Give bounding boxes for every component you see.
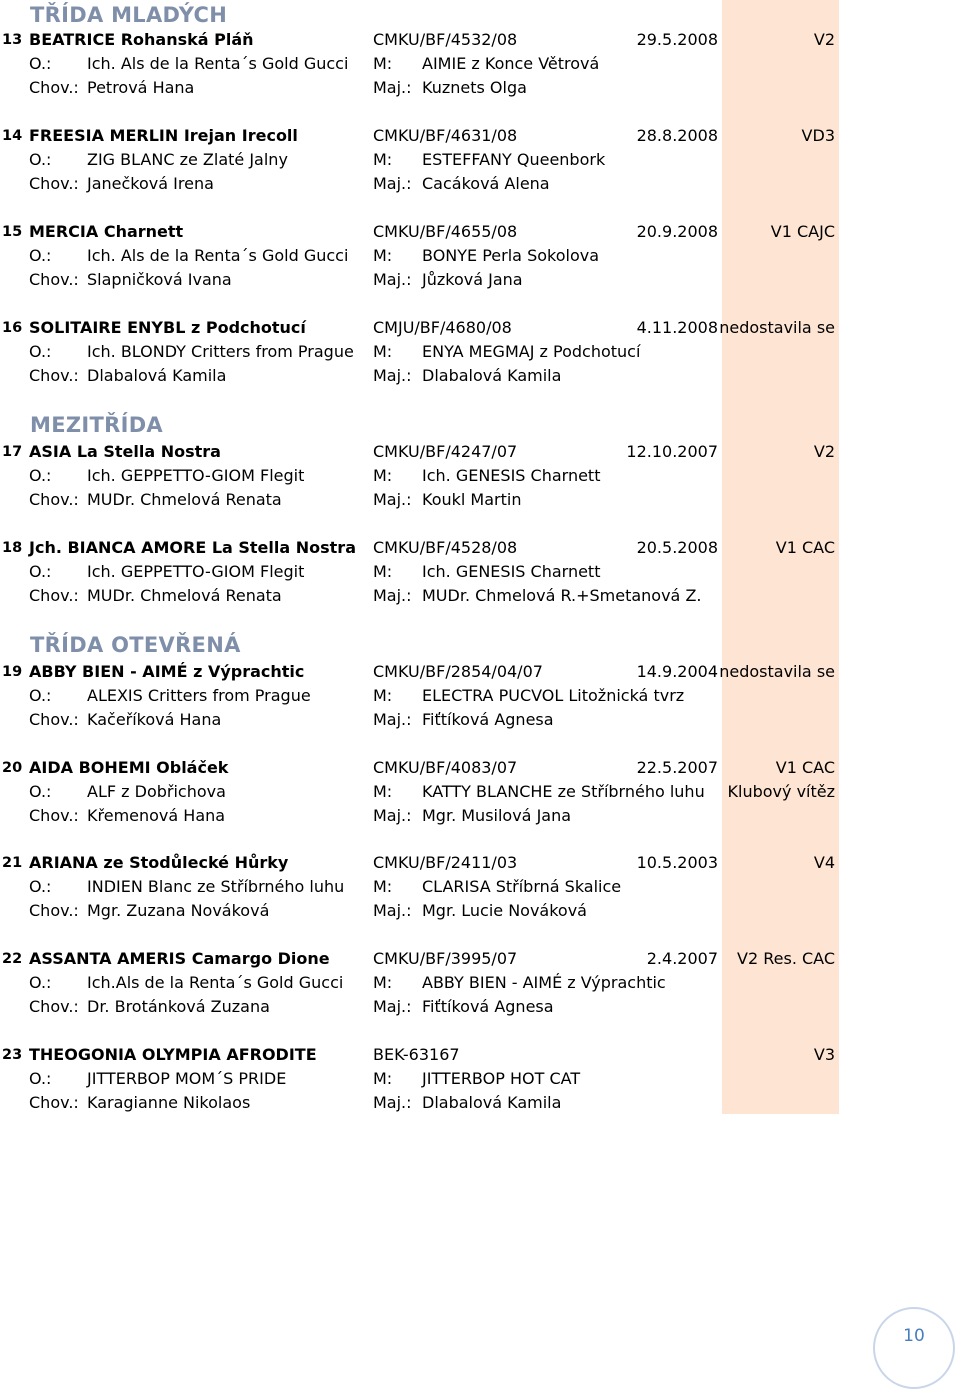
- dog-name: SOLITAIRE ENYBL z Podchotucí: [29, 318, 306, 337]
- entry-block: [0, 316, 960, 388]
- parents-row: [0, 780, 960, 804]
- mother-name: ENYA MEGMAJ z Podchotucí: [422, 342, 641, 361]
- father-label: O.:: [29, 562, 52, 581]
- owner-label: Maj.:: [373, 270, 412, 289]
- mother-label: M:: [373, 466, 393, 485]
- registration-number: CMKU/BF/3995/07: [373, 949, 518, 968]
- entry-block: [0, 851, 960, 923]
- registration-number: CMKU/BF/4247/07: [373, 442, 518, 461]
- dog-name: ABBY BIEN - AIMÉ z Výprachtic: [29, 662, 305, 681]
- section-title: MEZITŘÍDA: [30, 413, 163, 437]
- breeder-owner-row: [0, 708, 960, 732]
- mother-name: AIMIE z Konce Větrová: [422, 54, 600, 73]
- entry-number: 23: [2, 1047, 23, 1063]
- owner-label: Maj.:: [373, 710, 412, 729]
- dog-name: THEOGONIA OLYMPIA AFRODITE: [29, 1045, 317, 1064]
- breeder-label: Chov.:: [29, 586, 79, 605]
- entry-number: 21: [2, 855, 23, 871]
- entry-number: 20: [2, 760, 23, 776]
- entry-number: 15: [2, 224, 23, 240]
- result-grade: V1 CAC: [775, 538, 835, 557]
- result-grade: V2 Res. CAC: [737, 949, 835, 968]
- father-label: O.:: [29, 150, 52, 169]
- result-grade: V3: [813, 1045, 835, 1064]
- breeder-label: Chov.:: [29, 174, 79, 193]
- breeder-name: MUDr. Chmelová Renata: [87, 490, 282, 509]
- registration-number: BEK-63167: [373, 1045, 460, 1064]
- registration-number: CMKU/BF/2854/04/07: [373, 662, 543, 681]
- parents-row: [0, 52, 960, 76]
- owner-name: Fiťtíková Agnesa: [422, 997, 554, 1016]
- mother-label: M:: [373, 1069, 393, 1088]
- breeder-owner-row: [0, 1091, 960, 1115]
- mother-name: Ich. GENESIS Charnett: [422, 562, 601, 581]
- registration-number: CMJU/BF/4680/08: [373, 318, 512, 337]
- breeder-owner-row: [0, 172, 960, 196]
- mother-label: M:: [373, 973, 393, 992]
- result-grade: VD3: [801, 126, 835, 145]
- entry-number: 19: [2, 664, 23, 680]
- father-name: ALF z Dobřichova: [87, 782, 226, 801]
- entry-header-row: [0, 947, 960, 971]
- birth-date: 14.9.2004: [636, 662, 718, 681]
- dog-name: FREESIA MERLIN Irejan Irecoll: [29, 126, 298, 145]
- birth-date: 4.11.2008: [636, 318, 718, 337]
- father-name: JITTERBOP MOM´S PRIDE: [87, 1069, 287, 1088]
- owner-name: Jůzková Jana: [422, 270, 523, 289]
- father-name: Ich. BLONDY Critters from Prague: [87, 342, 354, 361]
- father-name: Ich.Als de la Renta´s Gold Gucci: [87, 973, 344, 992]
- parents-row: [0, 560, 960, 584]
- section-title: TŘÍDA MLADÝCH: [30, 3, 228, 27]
- breeder-owner-row: [0, 364, 960, 388]
- mother-label: M:: [373, 562, 393, 581]
- breeder-label: Chov.:: [29, 997, 79, 1016]
- registration-number: CMKU/BF/4528/08: [373, 538, 518, 557]
- mother-label: M:: [373, 246, 393, 265]
- owner-name: Fiťtíková Agnesa: [422, 710, 554, 729]
- owner-name: MUDr. Chmelová R.+Smetanová Z.: [422, 586, 702, 605]
- entry-block: [0, 660, 960, 732]
- mother-label: M:: [373, 686, 393, 705]
- owner-label: Maj.:: [373, 490, 412, 509]
- entry-number: 17: [2, 444, 23, 460]
- breeder-name: Dr. Brotánková Zuzana: [87, 997, 270, 1016]
- section-title: TŘÍDA OTEVŘENÁ: [30, 633, 241, 657]
- breeder-name: Mgr. Zuzana Nováková: [87, 901, 270, 920]
- owner-label: Maj.:: [373, 586, 412, 605]
- mother-name: BONYE Perla Sokolova: [422, 246, 599, 265]
- entry-block: [0, 1043, 960, 1115]
- registration-number: CMKU/BF/2411/03: [373, 853, 518, 872]
- mother-name: KATTY BLANCHE ze Stříbrného luhu: [422, 782, 705, 801]
- father-label: O.:: [29, 466, 52, 485]
- birth-date: 29.5.2008: [636, 30, 718, 49]
- registration-number: CMKU/BF/4532/08: [373, 30, 518, 49]
- breeder-label: Chov.:: [29, 1093, 79, 1112]
- result-extra: Klubový vítěz: [727, 782, 835, 801]
- breeder-label: Chov.:: [29, 806, 79, 825]
- mother-name: Ich. GENESIS Charnett: [422, 466, 601, 485]
- entry-block: [0, 220, 960, 292]
- owner-name: Dlabalová Kamila: [422, 366, 562, 385]
- mother-name: JITTERBOP HOT CAT: [422, 1069, 581, 1088]
- owner-name: Koukl Martin: [422, 490, 522, 509]
- result-grade: V2: [813, 30, 835, 49]
- breeder-name: Dlabalová Kamila: [87, 366, 227, 385]
- registration-number: CMKU/BF/4655/08: [373, 222, 518, 241]
- parents-row: [0, 1067, 960, 1091]
- registration-number: CMKU/BF/4083/07: [373, 758, 518, 777]
- mother-name: ESTEFFANY Queenbork: [422, 150, 606, 169]
- entry-number: 18: [2, 540, 23, 556]
- breeder-owner-row: [0, 995, 960, 1019]
- dog-name: MERCIA Charnett: [29, 222, 184, 241]
- father-label: O.:: [29, 1069, 52, 1088]
- breeder-label: Chov.:: [29, 270, 79, 289]
- result-grade: V4: [813, 853, 835, 872]
- owner-label: Maj.:: [373, 806, 412, 825]
- mother-label: M:: [373, 150, 393, 169]
- breeder-owner-row: [0, 268, 960, 292]
- entry-block: [0, 536, 960, 608]
- entry-header-row: [0, 316, 960, 340]
- father-label: O.:: [29, 342, 52, 361]
- parents-row: [0, 148, 960, 172]
- birth-date: 20.9.2008: [636, 222, 718, 241]
- breeder-owner-row: [0, 584, 960, 608]
- entry-block: [0, 124, 960, 196]
- parents-row: [0, 464, 960, 488]
- breeder-label: Chov.:: [29, 78, 79, 97]
- entry-block: [0, 28, 960, 100]
- parents-row: [0, 684, 960, 708]
- breeder-name: MUDr. Chmelová Renata: [87, 586, 282, 605]
- breeder-name: Slapničková Ivana: [87, 270, 232, 289]
- registration-number: CMKU/BF/4631/08: [373, 126, 518, 145]
- breeder-owner-row: [0, 76, 960, 100]
- entry-header-row: [0, 440, 960, 464]
- dog-name: ASIA La Stella Nostra: [29, 442, 221, 461]
- entry-number: 16: [2, 320, 23, 336]
- owner-name: Mgr. Musilová Jana: [422, 806, 572, 825]
- parents-row: [0, 971, 960, 995]
- father-name: ALEXIS Critters from Prague: [87, 686, 311, 705]
- parents-row: [0, 875, 960, 899]
- mother-label: M:: [373, 54, 393, 73]
- breeder-name: Janečková Irena: [87, 174, 214, 193]
- birth-date: 2.4.2007: [646, 949, 718, 968]
- owner-label: Maj.:: [373, 78, 412, 97]
- father-name: Ich. GEPPETTO-GIOM Flegit: [87, 466, 305, 485]
- father-label: O.:: [29, 782, 52, 801]
- father-label: O.:: [29, 54, 52, 73]
- entry-block: [0, 756, 960, 828]
- dog-name: ARIANA ze Stodůlecké Hůrky: [29, 853, 289, 872]
- entry-header-row: [0, 28, 960, 52]
- owner-label: Maj.:: [373, 366, 412, 385]
- father-name: ZIG BLANC ze Zlaté Jalny: [87, 150, 288, 169]
- birth-date: 10.5.2003: [636, 853, 718, 872]
- parents-row: [0, 244, 960, 268]
- entry-header-row: [0, 756, 960, 780]
- page-number: 10: [873, 1307, 955, 1389]
- owner-label: Maj.:: [373, 997, 412, 1016]
- breeder-label: Chov.:: [29, 901, 79, 920]
- birth-date: 20.5.2008: [636, 538, 718, 557]
- entry-number: 22: [2, 951, 23, 967]
- parents-row: [0, 340, 960, 364]
- dog-name: BEATRICE Rohanská Pláň: [29, 30, 254, 49]
- breeder-label: Chov.:: [29, 366, 79, 385]
- result-grade: V1 CAC: [775, 758, 835, 777]
- mother-label: M:: [373, 342, 393, 361]
- father-label: O.:: [29, 686, 52, 705]
- entry-number: 14: [2, 128, 23, 144]
- result-grade: nedostavila se: [719, 662, 835, 681]
- entry-header-row: [0, 124, 960, 148]
- entry-header-row: [0, 536, 960, 560]
- father-name: Ich. Als de la Renta´s Gold Gucci: [87, 246, 349, 265]
- breeder-name: Křemenová Hana: [87, 806, 226, 825]
- owner-name: Cacáková Alena: [422, 174, 550, 193]
- dog-name: AIDA BOHEMI Obláček: [29, 758, 229, 777]
- entry-header-row: [0, 220, 960, 244]
- mother-name: ELECTRA PUCVOL Litožnická tvrz: [422, 686, 685, 705]
- entry-block: [0, 440, 960, 512]
- result-grade: V1 CAJC: [770, 222, 835, 241]
- mother-label: M:: [373, 782, 393, 801]
- breeder-name: Petrová Hana: [87, 78, 195, 97]
- owner-label: Maj.:: [373, 174, 412, 193]
- breeder-label: Chov.:: [29, 490, 79, 509]
- entry-number: 13: [2, 32, 23, 48]
- result-grade: nedostavila se: [719, 318, 835, 337]
- breeder-label: Chov.:: [29, 710, 79, 729]
- father-name: Ich. GEPPETTO-GIOM Flegit: [87, 562, 305, 581]
- birth-date: 28.8.2008: [636, 126, 718, 145]
- entry-block: [0, 947, 960, 1019]
- entry-header-row: [0, 660, 960, 684]
- father-name: INDIEN Blanc ze Stříbrného luhu: [87, 877, 345, 896]
- breeder-name: Karagianne Nikolaos: [87, 1093, 251, 1112]
- breeder-owner-row: [0, 899, 960, 923]
- mother-label: M:: [373, 877, 393, 896]
- father-label: O.:: [29, 973, 52, 992]
- entry-header-row: [0, 1043, 960, 1067]
- breeder-owner-row: [0, 488, 960, 512]
- breeder-name: Kačeříková Hana: [87, 710, 222, 729]
- birth-date: 22.5.2007: [636, 758, 718, 777]
- result-grade: V2: [813, 442, 835, 461]
- dog-name: ASSANTA AMERIS Camargo Dione: [29, 949, 330, 968]
- mother-name: CLARISA Stříbrná Skalice: [422, 877, 622, 896]
- father-label: O.:: [29, 246, 52, 265]
- owner-name: Dlabalová Kamila: [422, 1093, 562, 1112]
- father-name: Ich. Als de la Renta´s Gold Gucci: [87, 54, 349, 73]
- dog-name: Jch. BIANCA AMORE La Stella Nostra: [29, 538, 356, 557]
- owner-label: Maj.:: [373, 1093, 412, 1112]
- owner-label: Maj.:: [373, 901, 412, 920]
- entry-header-row: [0, 851, 960, 875]
- birth-date: 12.10.2007: [626, 442, 718, 461]
- mother-name: ABBY BIEN - AIMÉ z Výprachtic: [422, 973, 666, 992]
- owner-name: Kuznets Olga: [422, 78, 527, 97]
- father-label: O.:: [29, 877, 52, 896]
- owner-name: Mgr. Lucie Nováková: [422, 901, 587, 920]
- breeder-owner-row: [0, 804, 960, 828]
